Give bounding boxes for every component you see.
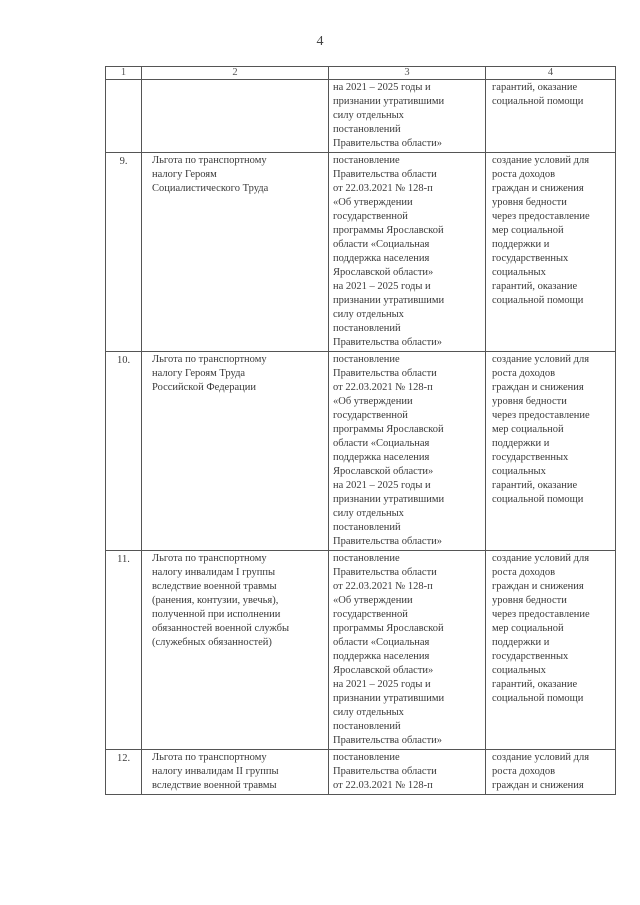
benefit-name-text: Льгота по транспортному налогу Героям Социалистического Труда	[152, 155, 269, 194]
legal-basis-cell	[329, 153, 486, 352]
legal-basis-cell	[329, 551, 486, 750]
benefit-name-cell	[142, 80, 329, 153]
goal-cell	[486, 551, 616, 750]
goal-cell	[486, 352, 616, 551]
row-number-text: 12.	[116, 753, 131, 764]
benefit-name-cell	[142, 551, 329, 750]
table-row	[106, 750, 616, 795]
legal-basis-text: постановление Правительства области от 22.03.2021 № 128-п «Об утверждении государственной программы Ярославской области «Социальная поддержка населения Ярославской области» на 2021 – 2025 годы и признании утратившими силу отдельных постановлений Правительства области»	[333, 155, 445, 348]
legal-basis-text: постановление Правительства области от 22.03.2021 № 128-п «Об утверждении государственной программы Ярославской области «Социальная поддержка населения Ярославской области» на 2021 – 2025 годы и признании утратившими силу отдельных постановлений Правительства области»	[333, 553, 445, 746]
benefit-name-cell	[142, 153, 329, 352]
goal-text: создание условий для роста доходов граждан и снижения	[492, 752, 590, 791]
goal-cell	[486, 80, 616, 153]
row-number-text: 9.	[119, 156, 128, 167]
legal-basis-text: на 2021 – 2025 годы и признании утратившими силу отдельных постановлений Правительства области»	[333, 82, 445, 149]
column-header-2: 2	[142, 67, 329, 80]
benefit-name-cell	[142, 352, 329, 551]
row-number	[106, 153, 142, 352]
table-row	[106, 153, 616, 352]
legal-basis-cell	[329, 352, 486, 551]
goal-cell	[486, 153, 616, 352]
goal-cell	[486, 750, 616, 795]
benefit-name-text: Льгота по транспортному налогу инвалидам I группы вследствие военной травмы (ранения, контузии, увечья), полученной при исполнении обязанностей военной службы (служебных обязанностей)	[152, 553, 290, 648]
goal-text: создание условий для роста доходов граждан и снижения уровня бедности через предоставление мер социальной поддержки и государственных социальных гарантий, оказание социальной помощи	[492, 354, 590, 505]
benefits-table	[105, 66, 616, 795]
goal-text: создание условий для роста доходов граждан и снижения уровня бедности через предоставление мер социальной поддержки и государственных социальных гарантий, оказание социальной помощи	[492, 155, 590, 306]
table-body	[106, 80, 616, 795]
column-header-3: 3	[329, 67, 486, 80]
column-header-1: 1	[106, 67, 142, 80]
benefit-name-text: Льгота по транспортному налогу инвалидам II группы вследствие военной травмы	[152, 752, 279, 791]
table-header-row	[106, 67, 616, 80]
row-number	[106, 750, 142, 795]
row-number	[106, 352, 142, 551]
page-number: 4	[316, 34, 324, 49]
benefit-name-cell	[142, 750, 329, 795]
legal-basis-text: постановление Правительства области от 22.03.2021 № 128-п «Об утверждении государственной программы Ярославской области «Социальная поддержка населения Ярославской области» на 2021 – 2025 годы и признании утратившими силу отдельных постановлений Правительства области»	[333, 354, 445, 547]
legal-basis-text: постановление Правительства области от 22.03.2021 № 128-п	[333, 752, 437, 791]
row-number-text: 11.	[117, 554, 130, 565]
column-header-4: 4	[486, 67, 616, 80]
benefit-name-text: Льгота по транспортному налогу Героям Труда Российской Федерации	[152, 354, 267, 393]
goal-text: создание условий для роста доходов граждан и снижения уровня бедности через предоставление мер социальной поддержки и государственных социальных гарантий, оказание социальной помощи	[492, 553, 590, 704]
row-number	[106, 551, 142, 750]
row-number-text: 10.	[116, 355, 131, 366]
row-number	[106, 80, 142, 153]
goal-text: гарантий, оказание социальной помощи	[492, 82, 584, 107]
legal-basis-cell	[329, 80, 486, 153]
table-row	[106, 352, 616, 551]
table-row	[106, 80, 616, 153]
legal-basis-cell	[329, 750, 486, 795]
table-row	[106, 551, 616, 750]
